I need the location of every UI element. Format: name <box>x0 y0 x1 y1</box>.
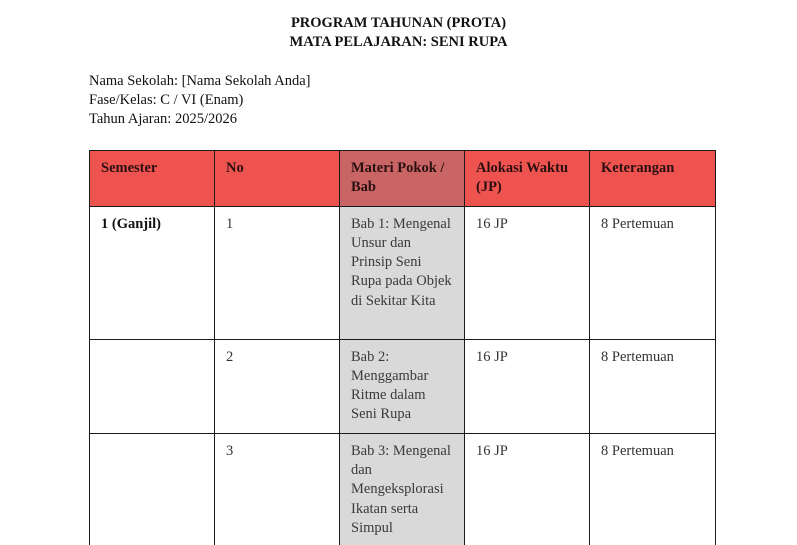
header-keterangan: Keterangan <box>590 151 716 207</box>
table-row <box>90 339 716 433</box>
cell-keterangan: 8 Pertemuan <box>590 433 716 545</box>
table-row <box>90 433 716 545</box>
cell-materi: Bab 1: Mengenal Unsur dan Prinsip Seni Rupa pada Objek di Sekitar Kita <box>340 206 465 339</box>
cell-semester <box>90 433 215 545</box>
school-name: Nama Sekolah: [Nama Sekolah Anda] <box>89 73 311 89</box>
academic-year: Tahun Ajaran: 2025/2026 <box>89 111 237 127</box>
header-no: No <box>215 151 340 207</box>
cell-materi: Bab 3: Mengenal dan Mengeksplorasi Ikatan serta Simpul <box>340 433 465 545</box>
document-subtitle: MATA PELAJARAN: SENI RUPA <box>289 34 508 50</box>
cell-alokasi: 16 JP <box>465 206 590 339</box>
cell-alokasi: 16 JP <box>465 339 590 433</box>
cell-keterangan: 8 Pertemuan <box>590 206 716 339</box>
table-row <box>90 206 716 339</box>
cell-keterangan: 8 Pertemuan <box>590 339 716 433</box>
table-header-row <box>90 151 716 207</box>
header-semester: Semester <box>90 151 215 207</box>
cell-materi: Bab 2: Menggambar Ritme dalam Seni Rupa <box>340 339 465 433</box>
cell-no: 3 <box>215 433 340 545</box>
cell-semester: 1 (Ganjil) <box>90 206 215 339</box>
document-title: PROGRAM TAHUNAN (PROTA) <box>290 15 507 31</box>
cell-no: 2 <box>215 339 340 433</box>
cell-alokasi: 16 JP <box>465 433 590 545</box>
cell-semester <box>90 339 215 433</box>
header-materi: Materi Pokok / Bab <box>340 151 465 207</box>
cell-no: 1 <box>215 206 340 339</box>
phase-class: Fase/Kelas: C / VI (Enam) <box>89 92 244 108</box>
prota-table <box>89 150 716 545</box>
header-alokasi: Alokasi Waktu (JP) <box>465 151 590 207</box>
